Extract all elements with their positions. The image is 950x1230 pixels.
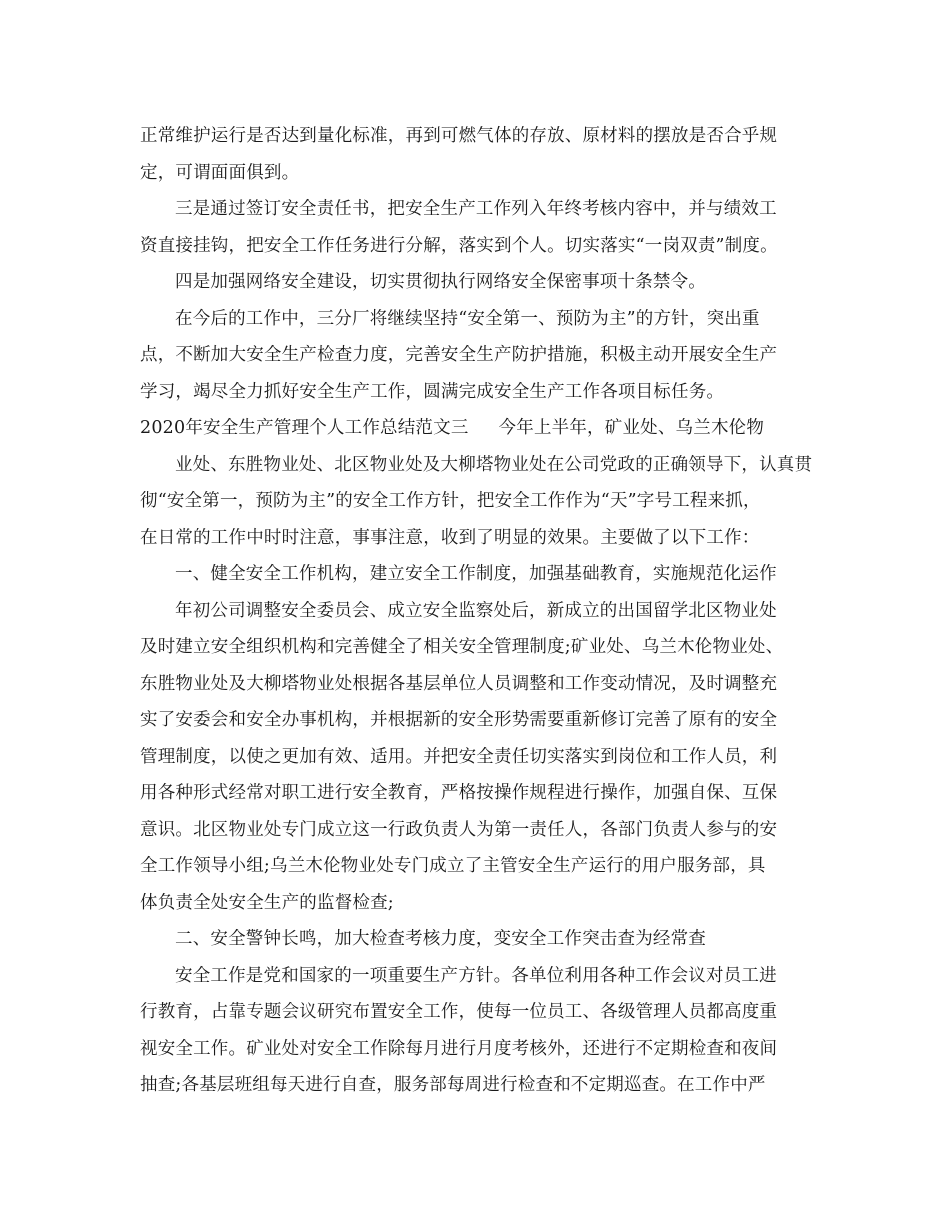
text-line: 安全工作是党和国家的一项重要生产方针。各单位利用各种工作会议对员工进 bbox=[175, 965, 777, 986]
text-line: 点，不断加大安全生产检查力度，完善安全生产防护措施，积极主动开展安全生产 bbox=[140, 345, 778, 365]
text-line: 三是通过签订安全责任书，把安全生产工作列入年终考核内容中，并与绩效工 bbox=[175, 199, 777, 219]
text-line: 彻“安全第一，预防为主”的安全工作方针，把安全工作作为“天”字号工程来抓， bbox=[140, 491, 761, 511]
text-line: 在今后的工作中，三分厂将继续坚持“安全第一、预防为主”的方针，突出重 bbox=[175, 308, 760, 329]
text-line: 年初公司调整安全委员会、成立安全监察处后，新成立的出国留学北区物业处 bbox=[175, 600, 777, 621]
text-line: 视安全工作。矿业处对安全工作除每月进行月度考核外，还进行不定期检查和夜间 bbox=[140, 1038, 778, 1059]
section-intro-text: 今年上半年，矿业处、乌兰木伦物 bbox=[498, 418, 765, 438]
heading-line: 二、安全警钟长鸣，加大检查考核力度，变安全工作突击查为经常查 bbox=[175, 929, 706, 949]
document-body bbox=[140, 118, 820, 1104]
text-line: 抽查;各基层班组每天进行自查，服务部每周进行检查和不定期巡查。在工作中严 bbox=[140, 1075, 766, 1095]
text-line: 体负责全处安全生产的监督检查; bbox=[140, 892, 394, 913]
text-line: 在日常的工作中时时注意，事事注意，收到了明显的效果。主要做了以下工作： bbox=[140, 527, 760, 548]
text-line: 正常维护运行是否达到量化标准，再到可燃气体的存放、原材料的摆放是否合乎规 bbox=[140, 126, 778, 146]
text-line: 管理制度，以使之更加有效、适用。并把安全责任切实落实到岗位和工作人员，利 bbox=[140, 746, 778, 767]
section-title: 2020年安全生产管理个人工作总结范文三 bbox=[140, 418, 469, 438]
text-line: 业处、东胜物业处、北区物业处及大柳塔物业处在公司党政的正确领导下，认真贯 bbox=[175, 454, 813, 475]
text-line: 定，可谓面面俱到。 bbox=[140, 162, 300, 183]
text-line: 学习，竭尽全力抓好安全生产工作，圆满完成安全生产工作各项目标任务。 bbox=[140, 381, 725, 402]
text-line: 东胜物业处及大柳塔物业处根据各基层单位人员调整和工作变动情况，及时调整充 bbox=[140, 673, 778, 694]
text-line: 行教育，占靠专题会议研究布置安全工作，使每一位员工、各级管理人员都高度重 bbox=[140, 1002, 778, 1022]
text-line: 实了安委会和安全办事机构，并根据新的安全形势需要重新修订完善了原有的安全 bbox=[140, 710, 778, 730]
text-line: 四是加强网络安全建设，切实贯彻执行网络安全保密事项十条禁令。 bbox=[175, 272, 706, 292]
text-line: 及时建立安全组织机构和完善健全了相关安全管理制度;矿业处、乌兰木伦物业处、 bbox=[140, 637, 784, 657]
section-title-line bbox=[140, 410, 820, 447]
heading-line: 一、健全安全工作机构，建立安全工作制度，加强基础教育，实施规范化运作 bbox=[175, 564, 777, 584]
text-line: 意识。北区物业处专门成立这一行政负责人为第一责任人，各部门负责人参与的安 bbox=[140, 819, 778, 840]
text-line: 资直接挂钩，把安全工作任务进行分解，落实到个人。切实落实“一岗双责”制度。 bbox=[140, 235, 778, 256]
text-line: 用各种形式经常对职工进行安全教育，严格按操作规程进行操作，加强自保、互保 bbox=[140, 783, 778, 803]
text-line: 全工作领导小组;乌兰木伦物业处专门成立了主管安全生产运行的用户服务部，具 bbox=[140, 856, 766, 876]
